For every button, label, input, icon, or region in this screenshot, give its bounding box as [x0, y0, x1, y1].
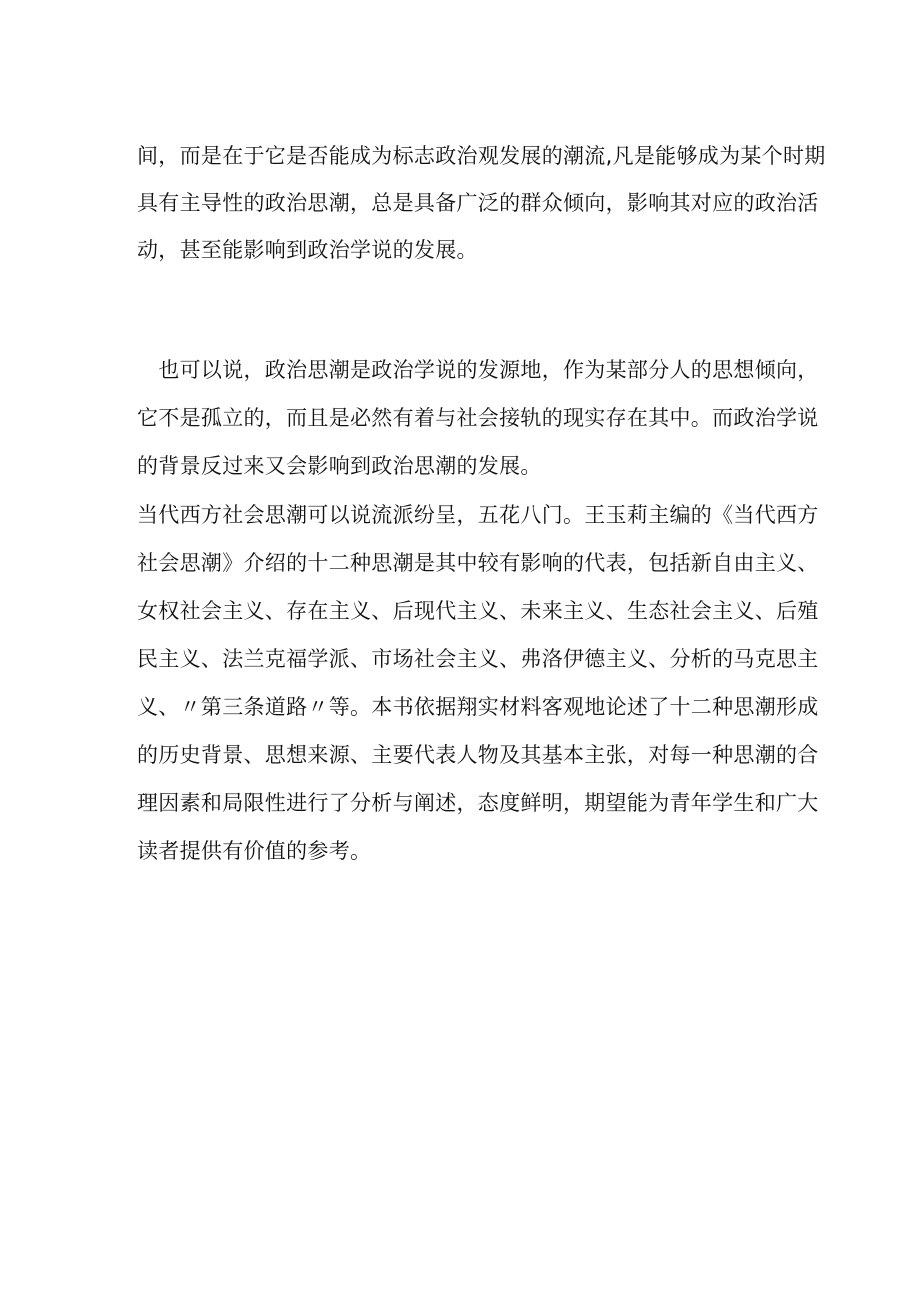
text-line: 具有主导性的政治思潮，总是具备广泛的群众倾向，影响其对应的政治活 [137, 191, 819, 215]
text-line: 它不是孤立的，而且是必然有着与社会接轨的现实存在其中。而政治学说 [137, 406, 819, 430]
text-line: 义、〃第三条道路〃等。本书依据翔实材料客观地论述了十二种思潮形成 [137, 695, 819, 719]
text-line: 动，甚至能影响到政治学说的发展。 [137, 238, 478, 262]
text-line: 社会思潮》介绍的十二种思潮是其中较有影响的代表，包括新自由主义、 [137, 551, 819, 575]
text-line: 也可以说，政治思潮是政治学说的发源地，作为某部分人的思想倾向， [137, 358, 819, 382]
text-line: 民主义、法兰克福学派、市场社会主义、弗洛伊德主义、分析的马克思主 [137, 647, 819, 671]
text-line: 读者提供有价值的参考。 [137, 839, 372, 863]
text-line: 理因素和局限性进行了分析与阐述，态度鲜明，期望能为青年学生和广大 [137, 791, 819, 815]
text-line: 女权社会主义、存在主义、后现代主义、未来主义、生态社会主义、后殖 [137, 599, 819, 623]
text-line: 当代西方社会思潮可以说流派纷呈，五花八门。王玉莉主编的《当代西方 [137, 503, 819, 527]
text-line: 的历史背景、思想来源、主要代表人物及其基本主张，对每一种思潮的合 [137, 743, 819, 767]
text-line: 的背景反过来又会影响到政治思潮的发展。 [137, 454, 542, 478]
text-line: 间，而是在于它是否能成为标志政治观发展的潮流,凡是能够成为某个时期 [137, 144, 826, 168]
